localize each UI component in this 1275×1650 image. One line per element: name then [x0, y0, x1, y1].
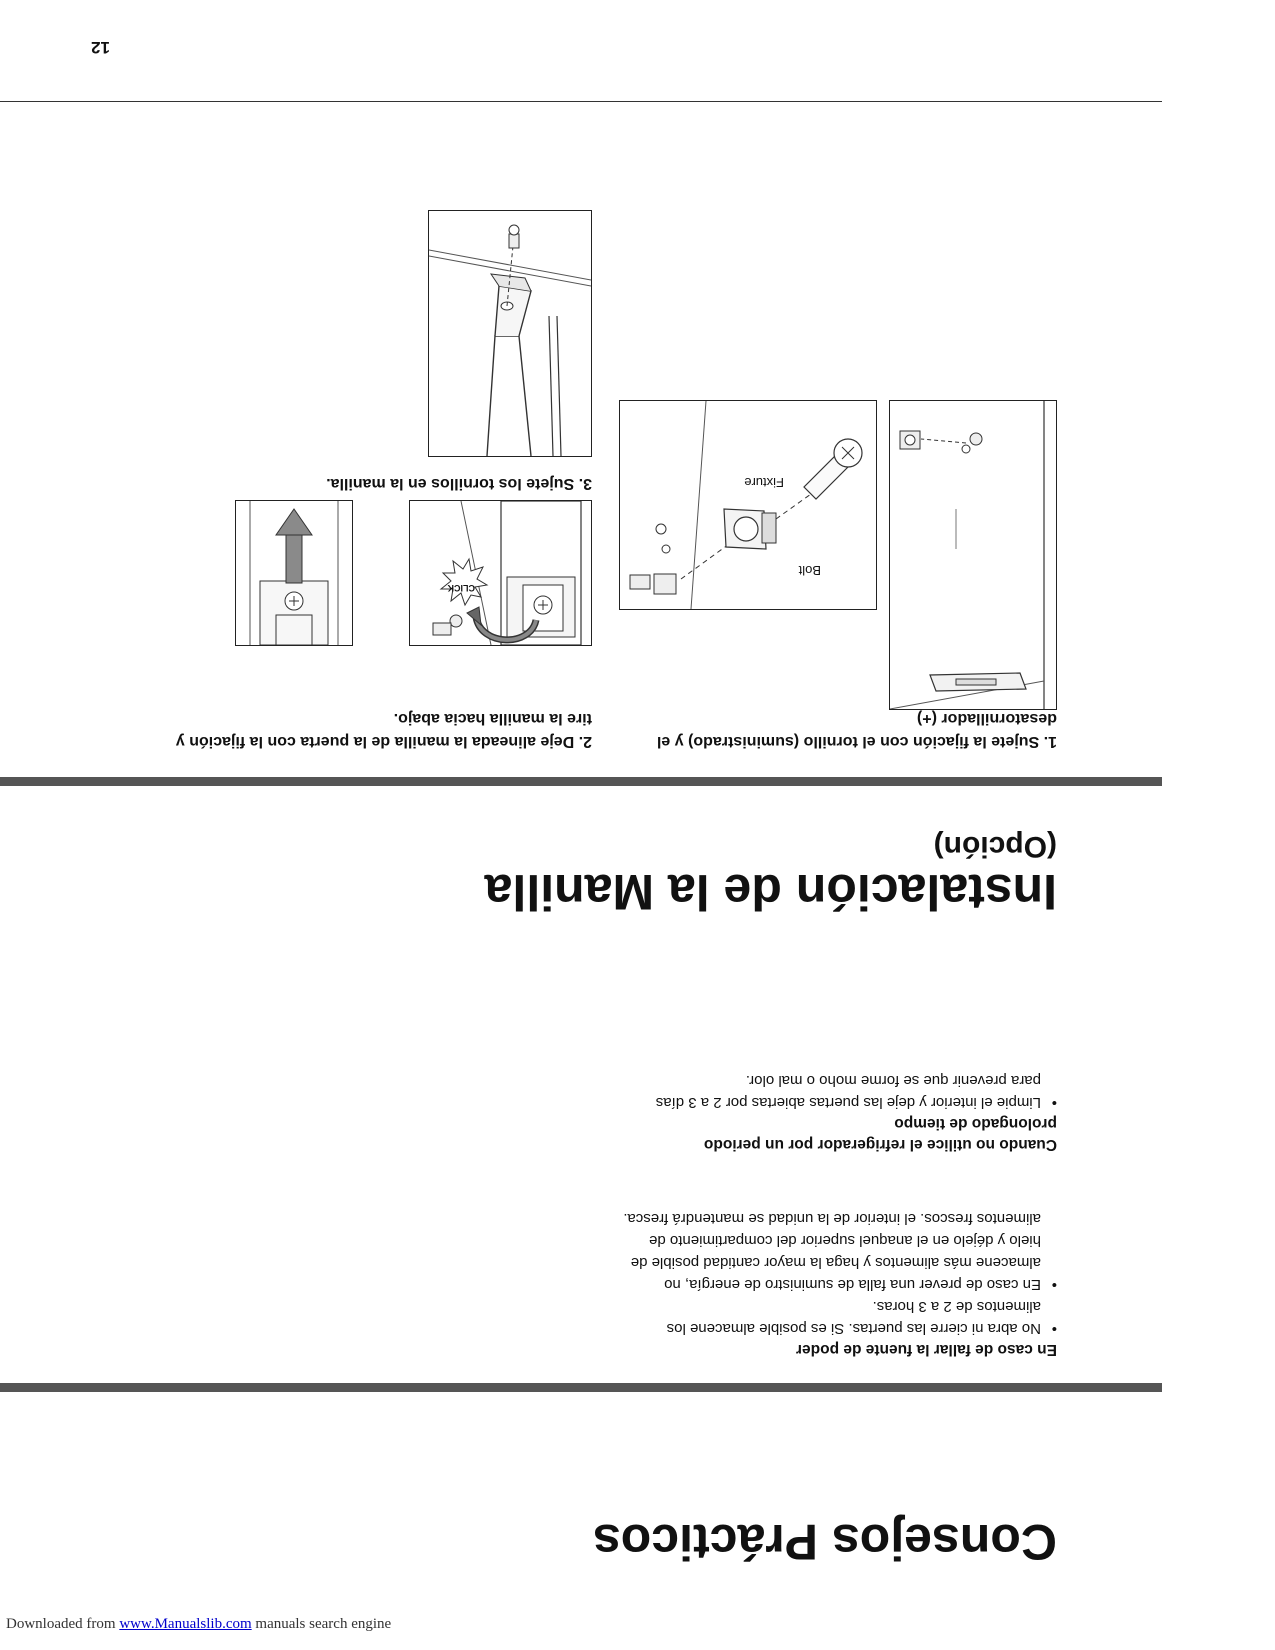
- power-failure-block: [612, 1207, 1057, 1360]
- figure-handle-screw: [428, 210, 592, 457]
- section-title-consejos: Consejos Prácticos: [592, 1514, 1057, 1570]
- step-2-text: 2. Deje alineada la manilla de la puerta con la fijación y tire la manilla hacia abajo.: [175, 710, 592, 750]
- section-title-manilla: Instalación de la Manilla: [484, 864, 1057, 920]
- handle-click-drawing: [410, 501, 591, 645]
- long-disuse-heading: Cuando no utilice el refrigerador por un periodo prolongado de tiempo: [703, 1115, 1057, 1153]
- section-subtitle-manilla: (Opción): [933, 830, 1057, 863]
- manualslib-link[interactable]: www.Manualslib.com: [119, 1616, 252, 1632]
- label-click: CLICK: [447, 583, 475, 593]
- step-1-text: 1. Sujete la fijación con el tornillo (suministrado) y el desatornillador (+): [656, 710, 1057, 750]
- long-disuse-list: [637, 1069, 1057, 1113]
- section-divider: [0, 777, 1162, 786]
- label-bolt: Bolt: [798, 563, 821, 578]
- list-item: • No abra ni cierre las puertas. Si es posible almacene los alimentos de 2 a 3 horas.: [612, 1295, 1041, 1339]
- page-bottom-rule: [0, 101, 1162, 102]
- figure-handle-click: [409, 500, 592, 646]
- bolt-fixture-drawing: [620, 401, 876, 609]
- handle-screw-drawing: [429, 211, 591, 456]
- door-fixture-drawing: [890, 401, 1056, 709]
- figure-handle-arrow: [235, 500, 353, 646]
- long-disuse-block: [637, 1069, 1057, 1155]
- list-item: • En caso de prever una falla de suministro de energía, no almacene más alimentos y haga la mayor cantidad posible de hielo y déjelo en el anaquel superior del compartimiento de alimentos frescos. el interior de la unidad se mantendrá fresca.: [612, 1207, 1041, 1295]
- figure-bolt-fixture: [619, 400, 877, 610]
- power-failure-list: [612, 1207, 1057, 1339]
- step-3-text: 3. Sujete los tornillos en la manilla.: [326, 475, 592, 492]
- figure-door-fixture: [889, 400, 1057, 710]
- power-failure-heading: En caso de fallar la fuente de poder: [796, 1341, 1057, 1358]
- footer-suffix: manuals search engine: [251, 1616, 392, 1632]
- arrow-drawing: [236, 501, 352, 645]
- label-fixture: Fixture: [744, 475, 784, 490]
- footer-prefix: Downloaded from: [6, 1616, 120, 1632]
- list-item: • Limpie el interior y deje las puertas abiertas por 2 a 3 días para prevenir que se forme moho o mal olor.: [637, 1069, 1041, 1113]
- section-divider: [0, 1383, 1162, 1392]
- page-number: 12: [91, 38, 110, 57]
- download-footer: [6, 1616, 391, 1633]
